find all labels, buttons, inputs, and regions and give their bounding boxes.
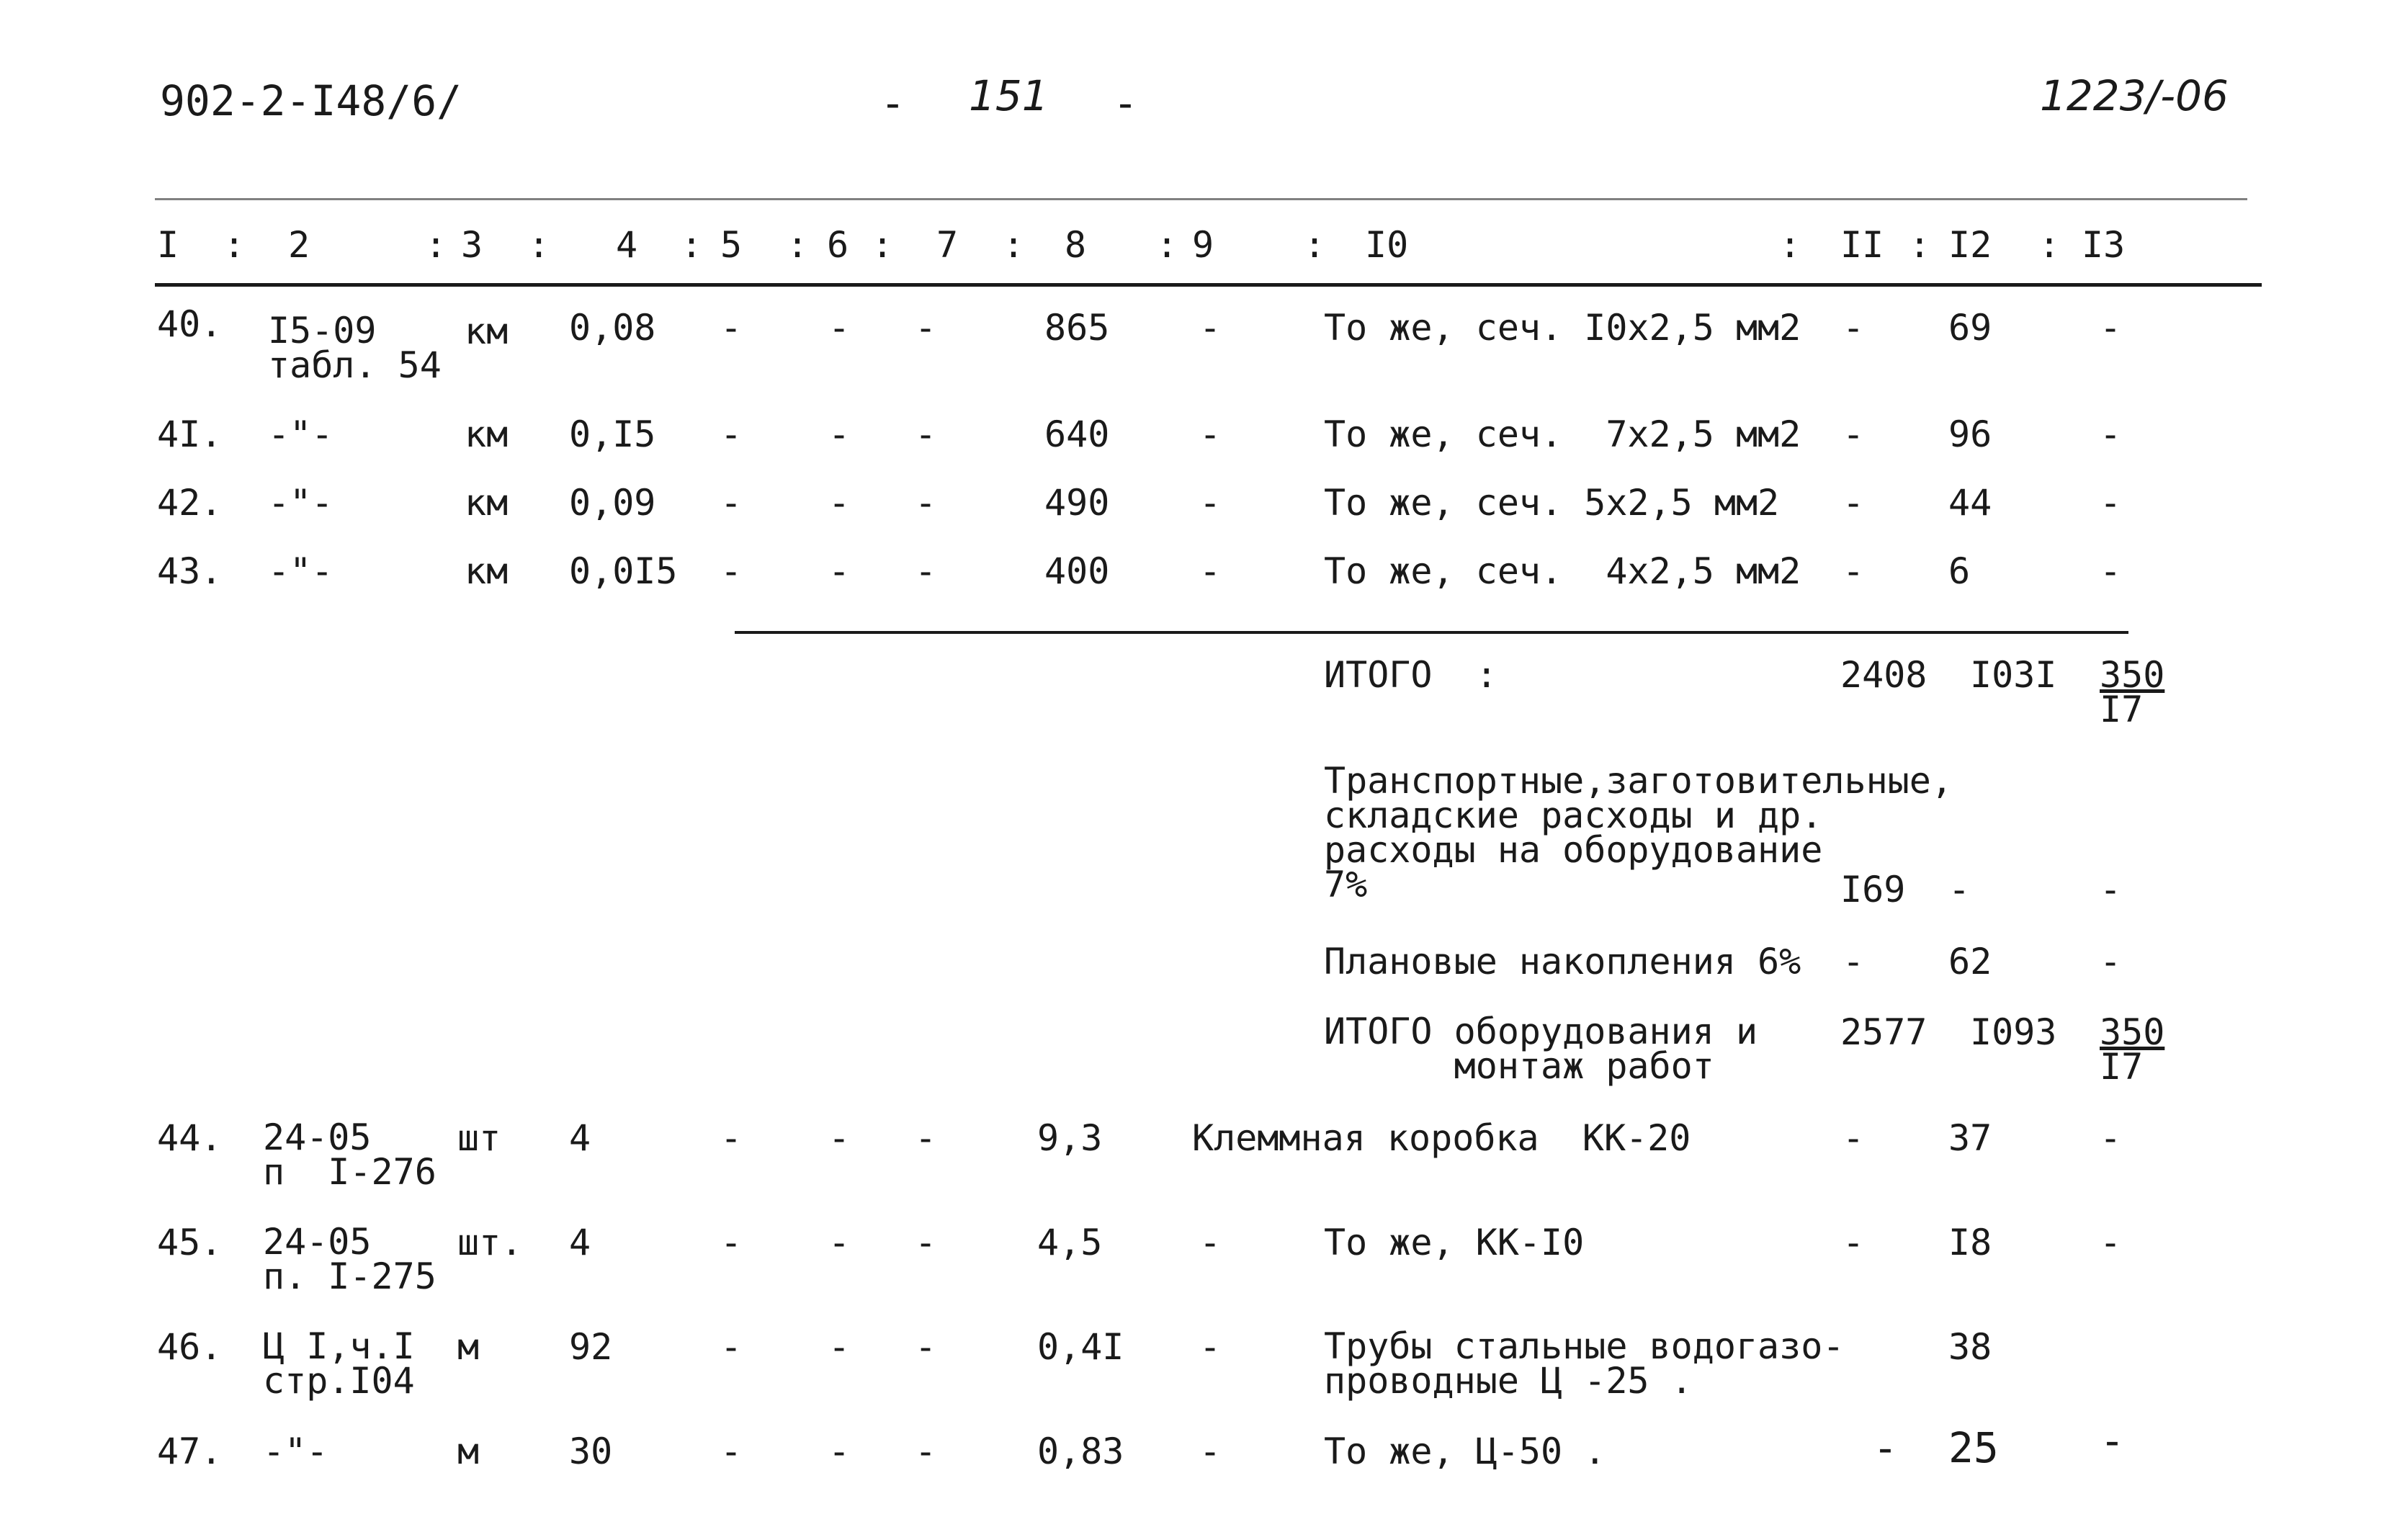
col7-value: - [915, 550, 937, 592]
transport-col12: - [1948, 869, 1971, 910]
itogo-col13-numerator: 350 [2100, 654, 2165, 696]
norm-code: 24-05 п. I-275 [263, 1221, 436, 1297]
quantity: 0,09 [569, 482, 656, 524]
col7-value: - [915, 413, 937, 455]
col13-value: - [2100, 1222, 2122, 1263]
col7-value: - [915, 307, 937, 349]
col8-value: 4,5 [1037, 1222, 1103, 1263]
itogo-equipment-text: ИТОГО оборудования и монтаж работ [1324, 1011, 1758, 1087]
norm-code: -"- [268, 413, 333, 455]
col5-value: - [720, 550, 743, 592]
row-number: 46. [157, 1326, 223, 1368]
col6-value: - [828, 1431, 851, 1472]
itogo-label: ИТОГО : [1324, 654, 1497, 696]
col-sep-7: : [1003, 224, 1025, 266]
planned-savings-text: Плановые накопления 6% [1324, 941, 1801, 982]
description: То же, Ц-50 . [1324, 1431, 1606, 1472]
col5-value: - [720, 1431, 743, 1472]
col6-value: - [828, 550, 851, 592]
col-sep-6: : [872, 224, 894, 266]
unit: шт [457, 1117, 501, 1159]
col-header-13: I3 [2082, 224, 2126, 266]
norm-code: -"- [268, 482, 333, 524]
description: То же, сеч. 7x2,5 мм2 [1324, 413, 1801, 455]
row-number: 42. [157, 482, 223, 524]
col9-value: - [1199, 413, 1222, 455]
col8-value: 400 [1044, 550, 1110, 592]
col6-value: - [828, 1222, 851, 1263]
col12-value: 25 [1948, 1423, 1999, 1472]
itogo-equipment-col12: I093 [1970, 1011, 2057, 1053]
col12-value: 44 [1948, 482, 1992, 524]
col-header-11: II [1840, 224, 1884, 266]
transport-costs-text: Транспортные,заготовительные, складские расходы и др. расходы на оборудование 7% [1324, 760, 1953, 905]
col-header-3: 3 [461, 224, 483, 266]
unit: км [465, 550, 509, 592]
col-header-4: 4 [616, 224, 638, 266]
col9-value: - [1199, 307, 1222, 349]
col5-value: - [720, 307, 743, 349]
subtotal-rule [735, 631, 2128, 634]
header-top-rule [155, 198, 2247, 200]
col-header-6: 6 [827, 224, 849, 266]
col11-value: - [1843, 413, 1865, 455]
page-dash-right: - [1113, 79, 1138, 127]
col12-value: 96 [1948, 413, 1992, 455]
col12-value: 6 [1948, 550, 1971, 592]
col5-value: - [720, 413, 743, 455]
col-sep-9: : [1304, 224, 1326, 266]
col-sep-1: : [223, 224, 246, 266]
quantity: 0,I5 [569, 413, 656, 455]
col13-value: - [2100, 413, 2122, 455]
col-sep-12: : [2038, 224, 2061, 266]
col-sep-8: : [1156, 224, 1178, 266]
col8-value: 0,4I [1037, 1326, 1124, 1368]
col11-value: - [1843, 1222, 1865, 1263]
itogo-equipment-col11: 2577 [1840, 1011, 1927, 1053]
header-bottom-rule [155, 283, 2262, 287]
col12-value: 69 [1948, 307, 1992, 349]
col6-value: - [828, 1326, 851, 1368]
col-header-12: I2 [1948, 224, 1992, 266]
col13-value: - [2100, 550, 2122, 592]
col-header-5: 5 [720, 224, 743, 266]
row-number: 44. [157, 1117, 223, 1159]
itogo-col11: 2408 [1840, 654, 1927, 696]
row-number: 47. [157, 1431, 223, 1472]
col-sep-2: : [425, 224, 447, 266]
col8-value: 0,83 [1037, 1431, 1124, 1472]
col9-value: - [1199, 1326, 1222, 1368]
sheet-reference: 1223/-06 [2040, 71, 2229, 120]
description: То же, сеч. 5x2,5 мм2 [1324, 482, 1780, 524]
col11-value: - [1843, 482, 1865, 524]
col11-value: - [1843, 1117, 1865, 1159]
quantity: 30 [569, 1431, 613, 1472]
col12-value: 37 [1948, 1117, 1992, 1159]
col8-value: 640 [1044, 413, 1110, 455]
col7-value: - [915, 1117, 937, 1159]
quantity: 4 [569, 1222, 591, 1263]
itogo-equipment-col13-numerator: 350 [2100, 1011, 2165, 1053]
unit: км [465, 482, 509, 524]
col-header-8: 8 [1065, 224, 1087, 266]
col7-value: - [915, 1326, 937, 1368]
unit: м [457, 1326, 480, 1368]
col-header-10: I0 [1365, 224, 1409, 266]
col9-value: - [1199, 482, 1222, 524]
quantity: 4 [569, 1117, 591, 1159]
col6-value: - [828, 482, 851, 524]
norm-code: -"- [268, 550, 333, 592]
col-header-9: 9 [1192, 224, 1214, 266]
col8-value: 490 [1044, 482, 1110, 524]
norm-code: Ц I,ч.I стр.I04 [263, 1325, 415, 1402]
col6-value: - [828, 1117, 851, 1159]
norm-code: -"- [263, 1431, 328, 1472]
quantity: 0,08 [569, 307, 656, 349]
planned-col11: - [1843, 941, 1865, 982]
transport-col11: I69 [1840, 869, 1906, 910]
col-sep-10: : [1779, 224, 1801, 266]
description: Трубы стальные водогазо- проводные Ц -25 . [1324, 1325, 1845, 1402]
col8-value: 9,3 [1037, 1117, 1103, 1159]
col11-value: - [1843, 550, 1865, 592]
page-number: 151 [969, 71, 1049, 120]
col5-value: - [720, 482, 743, 524]
page-dash-left: - [880, 79, 905, 127]
col-sep-11: : [1909, 224, 1931, 266]
description: То же, сеч. 4x2,5 мм2 [1324, 550, 1801, 592]
col13-value: - [2100, 482, 2122, 524]
col6-value: - [828, 413, 851, 455]
norm-code: I5-09 табл. 54 [268, 310, 442, 386]
col7-value: - [915, 1222, 937, 1263]
col8-value: 865 [1044, 307, 1110, 349]
col5-value: - [720, 1326, 743, 1368]
col-sep-3: : [528, 224, 550, 266]
itogo-equipment-col13-denominator: I7 [2100, 1046, 2144, 1088]
quantity: 92 [569, 1326, 613, 1368]
col-header-2: 2 [288, 224, 310, 266]
row-number: 43. [157, 550, 223, 592]
col9-value: - [1199, 1222, 1222, 1263]
itogo-col12: I03I [1970, 654, 2057, 696]
planned-col12: 62 [1948, 941, 1992, 982]
unit: шт. [457, 1222, 523, 1263]
col13-value: - [2100, 1416, 2125, 1465]
col11-value: - [1843, 307, 1865, 349]
unit: м [457, 1431, 480, 1472]
col5-value: - [720, 1222, 743, 1263]
col-header-1: I [157, 224, 179, 266]
col-header-7: 7 [936, 224, 959, 266]
col6-value: - [828, 307, 851, 349]
col9-value: - [1199, 1431, 1222, 1472]
row-number: 40. [157, 303, 223, 345]
quantity: 0,0I5 [569, 550, 678, 592]
row-number: 4I. [157, 413, 223, 455]
document-code: 902-2-I48/6/ [160, 76, 462, 125]
description: То же, КК-I0 [1324, 1222, 1585, 1263]
col-sep-5: : [787, 224, 809, 266]
col11-value: - [1873, 1423, 1898, 1472]
col12-value: I8 [1948, 1222, 1992, 1263]
col12-value: 38 [1948, 1326, 1992, 1368]
col5-value: - [720, 1117, 743, 1159]
planned-col13: - [2100, 941, 2122, 982]
norm-code: 24-05 п I-276 [263, 1116, 436, 1193]
col9-value: - [1199, 550, 1222, 592]
col7-value: - [915, 482, 937, 524]
col-sep-4: : [681, 224, 703, 266]
itogo-col13-denominator: I7 [2100, 689, 2144, 730]
unit: км [465, 310, 509, 352]
col13-value: - [2100, 1117, 2122, 1159]
description: Клеммная коробка КК-20 [1192, 1117, 1691, 1159]
description: То же, сеч. I0x2,5 мм2 [1324, 307, 1801, 349]
transport-col13: - [2100, 869, 2122, 910]
col7-value: - [915, 1431, 937, 1472]
row-number: 45. [157, 1222, 223, 1263]
unit: км [465, 413, 509, 455]
col13-value: - [2100, 307, 2122, 349]
